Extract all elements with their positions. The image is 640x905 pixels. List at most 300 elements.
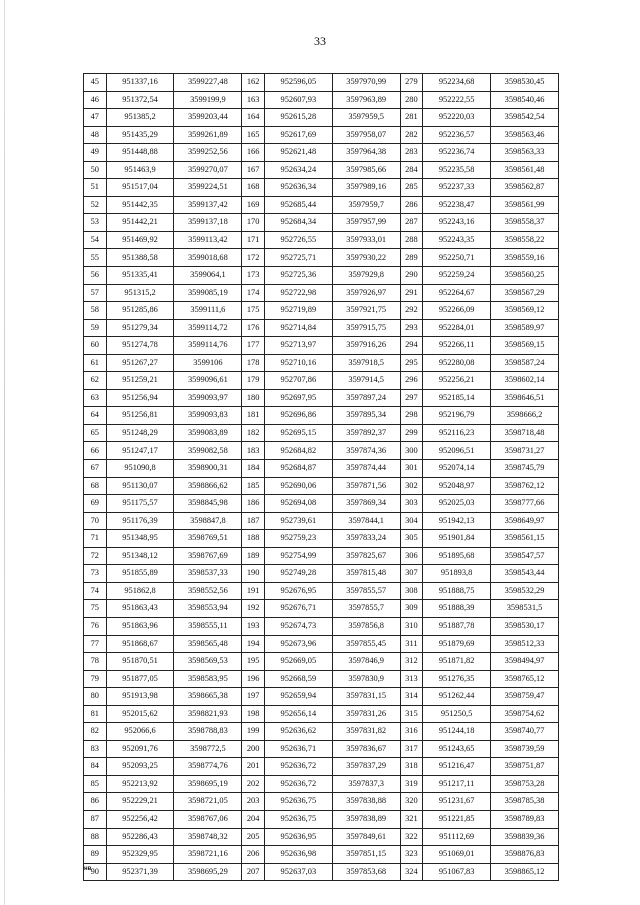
x-coordinate-cell: 951244,18 [423,723,491,741]
x-coordinate-cell: 952615,28 [264,109,332,127]
x-coordinate-cell: 951248,29 [106,424,174,442]
point-number-cell: 172 [242,249,265,267]
y-coordinate-cell: 3597849,61 [332,828,400,846]
y-coordinate-cell: 3597831,26 [332,705,400,723]
point-number-cell: 205 [242,828,265,846]
table-row [84,196,559,214]
point-number-cell: 296 [400,372,423,390]
point-number-cell: 65 [84,424,107,442]
table-row [84,793,559,811]
point-number-cell: 311 [400,635,423,653]
x-coordinate-cell: 951276,35 [423,670,491,688]
x-coordinate-cell: 952656,14 [264,705,332,723]
x-coordinate-cell: 951863,96 [106,617,174,635]
x-coordinate-cell: 952286,43 [106,828,174,846]
point-number-cell: 286 [400,196,423,214]
table-row [84,284,559,302]
point-number-cell: 71 [84,530,107,548]
point-number-cell: 79 [84,670,107,688]
y-coordinate-cell: 3599113,42 [174,231,242,249]
table-row [84,477,559,495]
y-coordinate-cell: 3597846,9 [332,653,400,671]
x-coordinate-cell: 952697,95 [264,389,332,407]
table-row [84,319,559,337]
point-number-cell: 68 [84,477,107,495]
y-coordinate-cell: 3597833,24 [332,530,400,548]
y-coordinate-cell: 3598530,17 [491,617,559,635]
y-coordinate-cell: 3597921,75 [332,302,400,320]
y-coordinate-cell: 3598559,16 [491,249,559,267]
point-number-cell: 53 [84,214,107,232]
point-number-cell: 46 [84,91,107,109]
point-number-cell: 85 [84,775,107,793]
x-coordinate-cell: 951267,27 [106,354,174,372]
point-number-cell: 280 [400,91,423,109]
y-coordinate-cell: 3598494,97 [491,653,559,671]
y-coordinate-cell: 3598558,22 [491,231,559,249]
x-coordinate-cell: 952096,51 [423,442,491,460]
x-coordinate-cell: 952636,95 [264,828,332,846]
point-number-cell: 87 [84,810,107,828]
x-coordinate-cell: 952710,16 [264,354,332,372]
point-number-cell: 184 [242,460,265,478]
y-coordinate-cell: 3599203,44 [174,109,242,127]
x-coordinate-cell: 952238,47 [423,196,491,214]
y-coordinate-cell: 3599261,89 [174,126,242,144]
x-coordinate-cell: 952236,57 [423,126,491,144]
y-coordinate-cell: 3597916,26 [332,337,400,355]
y-coordinate-cell: 3599270,07 [174,161,242,179]
point-number-cell: 309 [400,600,423,618]
y-coordinate-cell: 3598876,83 [491,846,559,864]
x-coordinate-cell: 951385,2 [106,109,174,127]
point-number-cell: 186 [242,495,265,513]
x-coordinate-cell: 952280,08 [423,354,491,372]
point-number-cell: 302 [400,477,423,495]
point-number-cell: 189 [242,547,265,565]
x-coordinate-cell: 952637,03 [264,863,332,881]
y-coordinate-cell: 3598866,62 [174,477,242,495]
point-number-cell: 51 [84,179,107,197]
y-coordinate-cell: 3597837,29 [332,758,400,776]
y-coordinate-cell: 3598666,2 [491,407,559,425]
point-number-cell: 290 [400,267,423,285]
x-coordinate-cell: 952707,86 [264,372,332,390]
y-coordinate-cell: 3598563,46 [491,126,559,144]
point-number-cell: 49 [84,144,107,162]
x-coordinate-cell: 952719,89 [264,302,332,320]
y-coordinate-cell: 3598540,46 [491,91,559,109]
point-number-cell: 316 [400,723,423,741]
table-row [84,249,559,267]
x-coordinate-cell: 952636,71 [264,740,332,758]
x-coordinate-cell: 952196,79 [423,407,491,425]
x-coordinate-cell: 952243,16 [423,214,491,232]
point-number-cell: 283 [400,144,423,162]
y-coordinate-cell: 3598845,98 [174,495,242,513]
y-coordinate-cell: 3597856,8 [332,617,400,635]
y-coordinate-cell: 3597964,38 [332,144,400,162]
point-number-cell: 305 [400,530,423,548]
point-number-cell: 298 [400,407,423,425]
y-coordinate-cell: 3597874,36 [332,442,400,460]
point-number-cell: 295 [400,354,423,372]
y-coordinate-cell: 3598695,19 [174,775,242,793]
y-coordinate-cell: 3598759,47 [491,688,559,706]
x-coordinate-cell: 951285,86 [106,302,174,320]
point-number-cell: 317 [400,740,423,758]
point-number-cell: 285 [400,179,423,197]
x-coordinate-cell: 951469,92 [106,231,174,249]
x-coordinate-cell: 952236,74 [423,144,491,162]
point-number-cell: 319 [400,775,423,793]
point-number-cell: 59 [84,319,107,337]
point-number-cell: 182 [242,424,265,442]
table-row [84,600,559,618]
x-coordinate-cell: 952256,42 [106,810,174,828]
x-coordinate-cell: 952694,08 [264,495,332,513]
x-coordinate-cell: 952636,62 [264,723,332,741]
x-coordinate-cell: 952229,21 [106,793,174,811]
x-coordinate-cell: 952673,96 [264,635,332,653]
y-coordinate-cell: 3598583,95 [174,670,242,688]
y-coordinate-cell: 3598569,12 [491,302,559,320]
table-row [84,863,559,881]
x-coordinate-cell: 952636,75 [264,793,332,811]
y-coordinate-cell: 3598767,69 [174,547,242,565]
y-coordinate-cell: 3598649,97 [491,512,559,530]
x-coordinate-cell: 951855,89 [106,565,174,583]
y-coordinate-cell: 3598839,36 [491,828,559,846]
x-coordinate-cell: 952284,01 [423,319,491,337]
x-coordinate-cell: 951862,8 [106,582,174,600]
coordinates-table [83,73,559,881]
y-coordinate-cell: 3599227,48 [174,74,242,92]
point-number-cell: 55 [84,249,107,267]
x-coordinate-cell: 952015,62 [106,705,174,723]
point-number-cell: 281 [400,109,423,127]
point-number-cell: 164 [242,109,265,127]
y-coordinate-cell: 3598774,76 [174,758,242,776]
point-number-cell: 83 [84,740,107,758]
point-number-cell: 279 [400,74,423,92]
point-number-cell: 206 [242,846,265,864]
point-number-cell: 314 [400,688,423,706]
table-row [84,354,559,372]
point-number-cell: 54 [84,231,107,249]
x-coordinate-cell: 951863,43 [106,600,174,618]
footer-mark: нв [84,866,92,872]
table-row [84,372,559,390]
x-coordinate-cell: 952237,33 [423,179,491,197]
x-coordinate-cell: 951888,39 [423,600,491,618]
y-coordinate-cell: 3598552,56 [174,582,242,600]
point-number-cell: 89 [84,846,107,864]
y-coordinate-cell: 3599111,6 [174,302,242,320]
x-coordinate-cell: 952607,93 [264,91,332,109]
y-coordinate-cell: 3597825,67 [332,547,400,565]
x-coordinate-cell: 951871,82 [423,653,491,671]
x-coordinate-cell: 952759,23 [264,530,332,548]
x-coordinate-cell: 951348,95 [106,530,174,548]
table-row [84,530,559,548]
point-number-cell: 72 [84,547,107,565]
y-coordinate-cell: 3598558,37 [491,214,559,232]
point-number-cell: 62 [84,372,107,390]
point-number-cell: 162 [242,74,265,92]
x-coordinate-cell: 952091,76 [106,740,174,758]
y-coordinate-cell: 3599082,58 [174,442,242,460]
y-coordinate-cell: 3598754,62 [491,705,559,723]
x-coordinate-cell: 951348,12 [106,547,174,565]
point-number-cell: 324 [400,863,423,881]
point-number-cell: 64 [84,407,107,425]
table-row [84,547,559,565]
y-coordinate-cell: 3598589,97 [491,319,559,337]
y-coordinate-cell: 3597959,5 [332,109,400,127]
x-coordinate-cell: 951256,81 [106,407,174,425]
x-coordinate-cell: 951256,94 [106,389,174,407]
x-coordinate-cell: 951259,21 [106,372,174,390]
x-coordinate-cell: 951217,11 [423,775,491,793]
y-coordinate-cell: 3598777,66 [491,495,559,513]
y-coordinate-cell: 3598665,38 [174,688,242,706]
x-coordinate-cell: 952222,55 [423,91,491,109]
y-coordinate-cell: 3598765,12 [491,670,559,688]
y-coordinate-cell: 3598769,51 [174,530,242,548]
x-coordinate-cell: 951901,84 [423,530,491,548]
y-coordinate-cell: 3599085,19 [174,284,242,302]
point-number-cell: 313 [400,670,423,688]
point-number-cell: 299 [400,424,423,442]
y-coordinate-cell: 3597830,9 [332,670,400,688]
x-coordinate-cell: 951335,41 [106,267,174,285]
point-number-cell: 196 [242,670,265,688]
x-coordinate-cell: 951112,69 [423,828,491,846]
x-coordinate-cell: 952621,48 [264,144,332,162]
y-coordinate-cell: 3597853,68 [332,863,400,881]
y-coordinate-cell: 3598542,54 [491,109,559,127]
x-coordinate-cell: 952684,87 [264,460,332,478]
table-row [84,161,559,179]
table-row [84,565,559,583]
x-coordinate-cell: 951870,51 [106,653,174,671]
x-coordinate-cell: 952739,61 [264,512,332,530]
point-number-cell: 177 [242,337,265,355]
y-coordinate-cell: 3599106 [174,354,242,372]
point-number-cell: 165 [242,126,265,144]
x-coordinate-cell: 952636,72 [264,775,332,793]
y-coordinate-cell: 3599093,83 [174,407,242,425]
point-number-cell: 77 [84,635,107,653]
point-number-cell: 190 [242,565,265,583]
point-number-cell: 67 [84,460,107,478]
y-coordinate-cell: 3598569,53 [174,653,242,671]
y-coordinate-cell: 3598561,15 [491,530,559,548]
y-coordinate-cell: 3597838,89 [332,810,400,828]
y-coordinate-cell: 3598847,8 [174,512,242,530]
x-coordinate-cell: 952696,86 [264,407,332,425]
y-coordinate-cell: 3597958,07 [332,126,400,144]
x-coordinate-cell: 952235,58 [423,161,491,179]
point-number-cell: 198 [242,705,265,723]
y-coordinate-cell: 3597959,7 [332,196,400,214]
point-number-cell: 323 [400,846,423,864]
point-number-cell: 310 [400,617,423,635]
point-number-cell: 47 [84,109,107,127]
y-coordinate-cell: 3599083,89 [174,424,242,442]
x-coordinate-cell: 952634,24 [264,161,332,179]
point-number-cell: 176 [242,319,265,337]
x-coordinate-cell: 952266,11 [423,337,491,355]
point-number-cell: 284 [400,161,423,179]
x-coordinate-cell: 951337,16 [106,74,174,92]
x-coordinate-cell: 952754,99 [264,547,332,565]
scan-edge [4,0,5,905]
table-row [84,828,559,846]
x-coordinate-cell: 952713,97 [264,337,332,355]
y-coordinate-cell: 3597836,67 [332,740,400,758]
x-coordinate-cell: 951442,21 [106,214,174,232]
x-coordinate-cell: 952676,71 [264,600,332,618]
y-coordinate-cell: 3597918,5 [332,354,400,372]
table-row [84,846,559,864]
x-coordinate-cell: 952243,35 [423,231,491,249]
point-number-cell: 297 [400,389,423,407]
x-coordinate-cell: 952669,05 [264,653,332,671]
y-coordinate-cell: 3598718,48 [491,424,559,442]
x-coordinate-cell: 951315,2 [106,284,174,302]
x-coordinate-cell: 952726,55 [264,231,332,249]
point-number-cell: 58 [84,302,107,320]
table-row [84,460,559,478]
point-number-cell: 193 [242,617,265,635]
x-coordinate-cell: 952220,03 [423,109,491,127]
x-coordinate-cell: 951879,69 [423,635,491,653]
y-coordinate-cell: 3597970,99 [332,74,400,92]
point-number-cell: 74 [84,582,107,600]
point-number-cell: 173 [242,267,265,285]
table-row [84,389,559,407]
table-row [84,109,559,127]
x-coordinate-cell: 951262,44 [423,688,491,706]
y-coordinate-cell: 3597815,48 [332,565,400,583]
x-coordinate-cell: 952234,68 [423,74,491,92]
y-coordinate-cell: 3598560,25 [491,267,559,285]
x-coordinate-cell: 951463,9 [106,161,174,179]
x-coordinate-cell: 952685,44 [264,196,332,214]
x-coordinate-cell: 952596,05 [264,74,332,92]
y-coordinate-cell: 3597897,24 [332,389,400,407]
point-number-cell: 50 [84,161,107,179]
x-coordinate-cell: 952636,98 [264,846,332,864]
table-row [84,723,559,741]
point-number-cell: 199 [242,723,265,741]
y-coordinate-cell: 3598739,59 [491,740,559,758]
table-row [84,810,559,828]
point-number-cell: 76 [84,617,107,635]
x-coordinate-cell: 951442,35 [106,196,174,214]
y-coordinate-cell: 3598565,48 [174,635,242,653]
table-row [84,424,559,442]
y-coordinate-cell: 3598745,79 [491,460,559,478]
y-coordinate-cell: 3599018,68 [174,249,242,267]
y-coordinate-cell: 3597831,82 [332,723,400,741]
point-number-cell: 200 [242,740,265,758]
y-coordinate-cell: 3597851,15 [332,846,400,864]
x-coordinate-cell: 952636,75 [264,810,332,828]
point-number-cell: 308 [400,582,423,600]
y-coordinate-cell: 3597892,37 [332,424,400,442]
point-number-cell: 180 [242,389,265,407]
x-coordinate-cell: 952690,06 [264,477,332,495]
y-coordinate-cell: 3597930,22 [332,249,400,267]
y-coordinate-cell: 3598788,83 [174,723,242,741]
y-coordinate-cell: 3599096,61 [174,372,242,390]
point-number-cell: 288 [400,231,423,249]
x-coordinate-cell: 951868,67 [106,635,174,653]
y-coordinate-cell: 3597855,7 [332,600,400,618]
table-row [84,775,559,793]
y-coordinate-cell: 3598821,93 [174,705,242,723]
y-coordinate-cell: 3597914,5 [332,372,400,390]
x-coordinate-cell: 951216,47 [423,758,491,776]
point-number-cell: 207 [242,863,265,881]
point-number-cell: 183 [242,442,265,460]
point-number-cell: 301 [400,460,423,478]
x-coordinate-cell: 951372,54 [106,91,174,109]
x-coordinate-cell: 951942,13 [423,512,491,530]
table-row [84,495,559,513]
point-number-cell: 70 [84,512,107,530]
y-coordinate-cell: 3597871,56 [332,477,400,495]
y-coordinate-cell: 3598731,27 [491,442,559,460]
x-coordinate-cell: 951243,65 [423,740,491,758]
point-number-cell: 294 [400,337,423,355]
y-coordinate-cell: 3598563,33 [491,144,559,162]
x-coordinate-cell: 952636,34 [264,179,332,197]
point-number-cell: 171 [242,231,265,249]
x-coordinate-cell: 952676,95 [264,582,332,600]
y-coordinate-cell: 3598555,11 [174,617,242,635]
y-coordinate-cell: 3598532,29 [491,582,559,600]
y-coordinate-cell: 3599252,56 [174,144,242,162]
x-coordinate-cell: 952617,69 [264,126,332,144]
point-number-cell: 181 [242,407,265,425]
point-number-cell: 307 [400,565,423,583]
x-coordinate-cell: 952659,94 [264,688,332,706]
y-coordinate-cell: 3597895,34 [332,407,400,425]
x-coordinate-cell: 951448,88 [106,144,174,162]
y-coordinate-cell: 3597837,3 [332,775,400,793]
point-number-cell: 187 [242,512,265,530]
y-coordinate-cell: 3598646,51 [491,389,559,407]
point-number-cell: 312 [400,653,423,671]
y-coordinate-cell: 3597926,97 [332,284,400,302]
point-number-cell: 57 [84,284,107,302]
x-coordinate-cell: 951130,07 [106,477,174,495]
point-number-cell: 315 [400,705,423,723]
y-coordinate-cell: 3597855,45 [332,635,400,653]
point-number-cell: 202 [242,775,265,793]
table-row [84,126,559,144]
table-row [84,144,559,162]
x-coordinate-cell: 952256,21 [423,372,491,390]
table-row [84,617,559,635]
y-coordinate-cell: 3598537,33 [174,565,242,583]
x-coordinate-cell: 952264,67 [423,284,491,302]
table-row [84,582,559,600]
